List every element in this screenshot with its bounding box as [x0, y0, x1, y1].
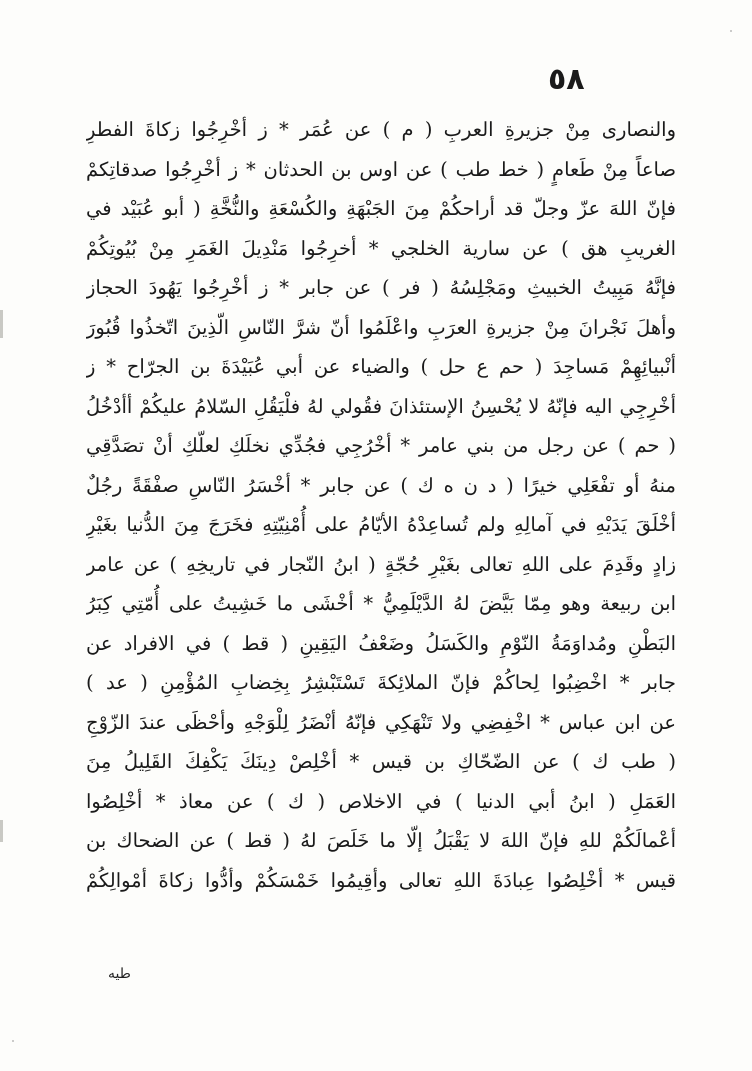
- text-line: والنصارى مِنْ جزيرةِ العربِ ( م ) عن عُمَر * ز أخْرِجُوا زكاةَ الفطرِ: [86, 118, 676, 141]
- text-line: أخْرِجِي اليه فإنّهُ لا يُحْسِنُ الإستئذانَ فقُولي لهُ فلْيَقُلِ السّلامُ عليكُمْ أأدْخُلُ: [86, 394, 676, 418]
- text-line: ( حم ) عن رجل من بني عامر * أخْرُجِي فجُدِّي نخلَكِ لعلّكِ أنْ تصَدَّقِي: [86, 434, 676, 457]
- text-line: صاعاً مِنْ طَعامٍ ( خط طب ) عن اوس بن الحدثان * ز أخْرِجُوا صدقاتِكمْ: [86, 157, 676, 181]
- hadith-text-block: [86, 110, 676, 900]
- text-line: فإنَّهُ مَبِيتُ الخبيثِ ومَجْلِسُهُ ( فر ) عن جابر * ز أخْرِجُوا يَهُودَ الحجاز: [86, 276, 676, 299]
- catchword: طيه: [108, 966, 131, 982]
- text-line: أنْبيائِهِمْ مَساجِدَ ( حم ع حل ) والضياء عن أبي عُبَيْدَةَ بن الجرّاح * ز: [86, 355, 676, 378]
- text-line: وأهلَ نَجْرانَ مِنْ جزيرةِ العرَبِ واعْلَمُوا أنّ شرَّ النّاسِ الّذِينَ اتّخذُوا قُبُورَ: [86, 315, 676, 339]
- text-line: عن ابن عباس * اخْفِضِي ولا تَنْهَكِي فإنّهُ أنْضَرُ لِلْوَجْهِ وأحْظَى عندَ الزّوْجِ: [86, 710, 676, 734]
- scan-edge-mark: [0, 310, 3, 338]
- text-line: فإنّ اللهَ عزّ وجلّ قد أراحكُمْ مِنَ الجَبْهَةِ والكُسْعَةِ والنُّخَّةِ ( أبو عُبَيْد في: [86, 197, 676, 220]
- page-number: ٥٨: [548, 62, 585, 97]
- text-line: منهُ أو تفْعَلِي خيرًا ( د ن ه ك ) عن جابر * أخْسَرُ النّاسِ صفْقَةً رجُلٌ: [86, 473, 676, 497]
- text-line: جابر * اخْضِبُوا لِحاكُمْ فإنّ الملائِكةَ تَسْتَبْشِرُ بِخِضابِ المُؤْمِنِ ( عد ): [86, 671, 676, 694]
- scan-speck: [12, 1040, 14, 1042]
- text-line: زادٍ وقَدِمَ على اللهِ تعالى بغَيْرِ حُجّةٍ ( ابنُ النّجار في تاريخِهِ ) عن عامر: [86, 552, 676, 576]
- text-line: ( طب ك ) عن الضّحّاكِ بن قيس * أخْلِصْ دِينَكَ يَكْفِكَ القَلِيلُ مِنَ: [86, 750, 676, 773]
- text-line: العَمَلِ ( ابنُ أبي الدنيا ) في الاخلاص ( ك ) عن معاذ * أخْلِصُوا: [86, 789, 676, 813]
- text-line: ابن ربيعة وهو مِمّا بَيَّضَ لهُ الدَّيْلَمِيُّ * أخْشَى ما خَشِيتُ على أُمّتِي كِبَرُ: [86, 592, 676, 615]
- text-line: البَطْنِ ومُداوَمَةُ النّوْمِ والكَسَلُ وضَعْفُ اليَقِينِ ( قط ) في الافراد عن: [86, 631, 676, 655]
- text-line: أخْلَقَ يَدَيْهِ في آمالِهِ ولم تُساعِدْهُ الأيّامُ على أُمْنِيّتِهِ فخَرَجَ مِنَ الدُّنيا بغَيْرِ: [86, 513, 676, 536]
- text-line: الغريبِ هق ) عن سارية الخلجي * أخرِجُوا مَنْدِيلَ الغَمَرِ مِنْ بُيُوتِكُمْ: [86, 236, 676, 260]
- text-line: أعْمالَكُمْ للهِ فإنّ اللهَ لا يَقْبَلُ إلّا ما خَلَصَ لهُ ( قط ) عن الضحاك بن: [86, 829, 676, 852]
- scan-speck: [730, 30, 732, 32]
- text-line: قيس * أخْلِصُوا عِبادَةَ اللهِ تعالى وأقِيمُوا خَمْسَكُمْ وأدُّوا زكاةَ أمْوالِكُمْ: [86, 868, 676, 892]
- scan-edge-mark: [0, 820, 3, 842]
